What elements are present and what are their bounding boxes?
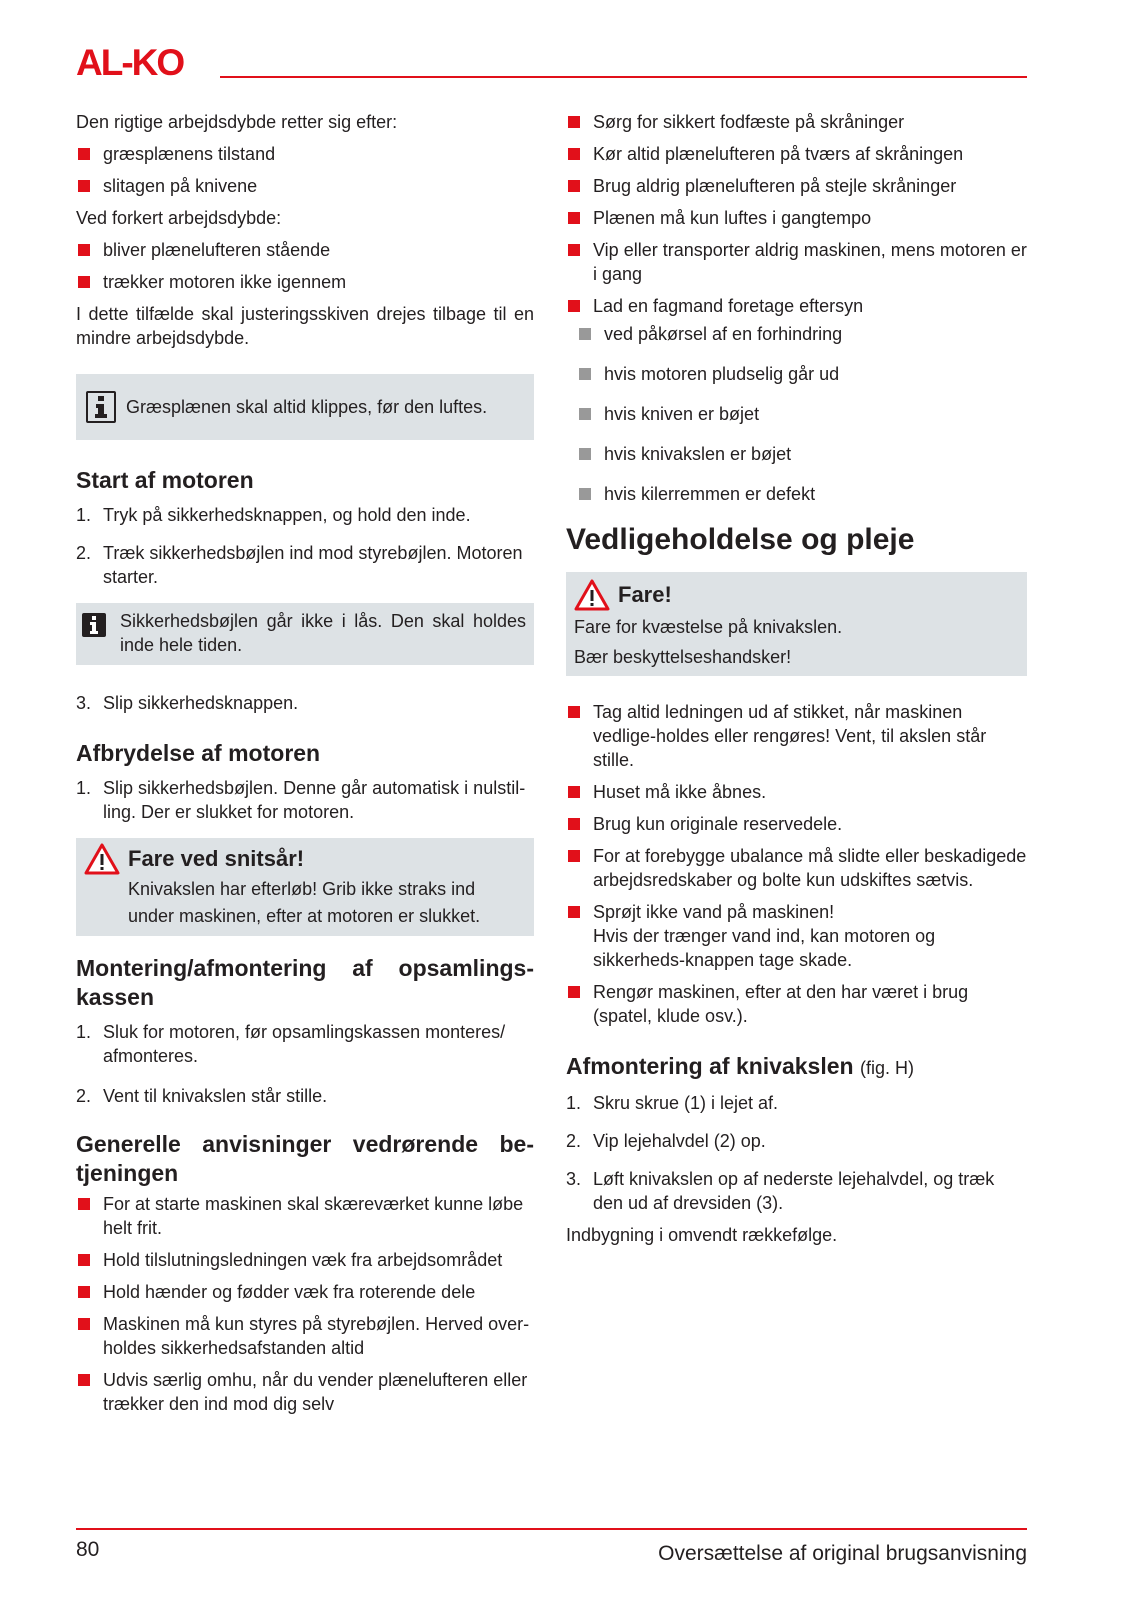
list-item: For at forebygge ubalance må slidte eller beskadigede arbejdsredskaber og bolte kun udskiftes sætvis. <box>566 844 1027 892</box>
inspection-sublist <box>566 322 1027 506</box>
depth-intro: Den rigtige arbejdsdybde retter sig efter: <box>76 112 398 132</box>
footer-rule <box>76 1528 1027 1530</box>
list-item: Huset må ikke åbnes. <box>566 780 1027 804</box>
mow-note-text: Græsplænen skal altid klippes, før den luftes. <box>126 397 488 417</box>
list-item: 2. Vent til knivakslen står stille. <box>76 1086 328 1106</box>
list-item: trækker motoren ikke igennem <box>76 270 534 294</box>
warning-triangle-icon <box>574 579 618 611</box>
depth-factors-list <box>76 142 534 198</box>
shaft-steps <box>566 1091 1027 1215</box>
start-steps-continued <box>76 691 534 715</box>
list-item: 1. Slip sikkerhedsbøjlen. Denne går automatisk i nulstil-ling. Der er slukket for motoren. <box>76 778 526 822</box>
list-item: 2. Træk sikkerhedsbøjlen ind mod styrebøjlen. Motoren starter. <box>76 543 523 587</box>
danger-box <box>566 572 1027 676</box>
list-item: Kør altid plænelufteren på tværs af skråningen <box>566 142 1027 166</box>
danger-header <box>574 578 1019 612</box>
safety-list <box>566 110 1027 506</box>
start-heading: Start af motoren <box>76 467 254 493</box>
list-item: Plænen må kun luftes i gangtempo <box>566 206 1027 230</box>
list-item: græsplænens tilstand <box>76 142 534 166</box>
start-steps <box>76 503 534 589</box>
adjust-text: I dette tilfælde skal justeringsskiven drejes tilbage til en mindre arbejdsdybde. <box>76 304 534 348</box>
list-item: 1. Skru skrue (1) i lejet af. <box>566 1093 779 1113</box>
list-item: Hold hænder og fødder væk fra roterende dele <box>76 1280 534 1304</box>
list-item: 3. Slip sikkerhedsknappen. <box>76 693 299 713</box>
list-item <box>566 900 1027 972</box>
general-list <box>76 1192 534 1416</box>
wrong-depth-label: Ved forkert arbejdsdybde: <box>76 208 282 228</box>
inspection-item: Lad en fagmand foretage eftersyn <box>593 296 864 316</box>
reassembly-text: Indbygning i omvendt rækkefølge. <box>566 1225 838 1245</box>
list-item: Brug aldrig plænelufteren på stejle skråninger <box>566 174 1027 198</box>
list-item: hvis knivakslen er bøjet <box>566 442 1027 466</box>
water-line-2: Hvis der trænger vand ind, kan motoren og sikkerheds-knappen tage skade. <box>593 926 936 970</box>
list-item: bliver plænelufteren stående <box>76 238 534 262</box>
danger-line-1: Fare for kvæstelse på knivakslen. <box>574 617 843 637</box>
list-item: Maskinen må kun styres på styrebøjlen. Herved over-holdes sikkerhedsafstanden altid <box>76 1312 534 1360</box>
list-item: Sørg for sikkert fodfæste på skråninger <box>566 110 1027 134</box>
list-item <box>566 294 1027 506</box>
list-item: ved påkørsel af en forhindring <box>566 322 1027 346</box>
warning-triangle-icon <box>84 843 128 875</box>
danger-title: Fare! <box>618 582 672 607</box>
stop-steps <box>76 776 534 824</box>
list-item: Udvis særlig omhu, når du vender plænelufteren eller trækker den ind mod dig selv <box>76 1368 534 1416</box>
water-line-1: Sprøjt ikke vand på maskinen! <box>593 902 835 922</box>
cut-warning-box <box>76 838 534 936</box>
mow-note-box <box>76 374 534 440</box>
start-note-text: Sikkerhedsbøjlen går ikke i lås. Den skal holdes inde hele tiden. <box>120 611 526 655</box>
general-heading: Generelle anvisninger vedrørende be-tjeningen <box>76 1131 534 1186</box>
list-item: 1. Sluk for motoren, før opsamlingskassen monteres/ afmonteres. <box>76 1022 506 1066</box>
list-item: Tag altid ledningen ud af stikket, når maskinen vedlige-holdes eller rengøres! Vent, til akslen står stille. <box>566 700 1027 772</box>
list-item: Vip eller transporter aldrig maskinen, mens motoren er i gang <box>566 238 1027 286</box>
list-item: 1. Tryk på sikkerhedsknappen, og hold den inde. <box>76 505 471 525</box>
stop-heading: Afbrydelse af motoren <box>76 740 321 766</box>
left-column <box>76 110 534 1424</box>
info-icon <box>82 613 106 637</box>
list-item: 3. Løft knivakslen op af nederste lejehalvdel, og træk den ud af drevsiden (3). <box>566 1169 995 1213</box>
list-item: hvis kilerremmen er defekt <box>566 482 1027 506</box>
alko-logo: AL-KO <box>76 42 184 83</box>
cut-warning-text: Knivakslen har efterløb! Grib ikke straks ind under maskinen, efter at motoren er slukket. <box>128 879 481 926</box>
maintenance-heading: Vedligeholdelse og pleje <box>566 523 915 556</box>
danger-line-2: Bær beskyttelseshandsker! <box>574 647 792 667</box>
maintenance-list <box>566 700 1027 1028</box>
start-note-box <box>76 603 534 665</box>
page-number: 80 <box>76 1538 100 1561</box>
shaft-heading: Afmontering af knivakslen (fig. H) <box>566 1053 914 1079</box>
list-item: Brug kun originale reservedele. <box>566 812 1027 836</box>
list-item: hvis kniven er bøjet <box>566 402 1027 426</box>
list-item: Hold tilslutningsledningen væk fra arbejdsområdet <box>76 1248 534 1272</box>
list-item: 2. Vip lejehalvdel (2) op. <box>566 1131 766 1151</box>
mount-steps <box>76 1020 534 1108</box>
list-item: slitagen på knivene <box>76 174 534 198</box>
cut-warning-title: Fare ved snitsår! <box>128 846 305 871</box>
wrong-depth-list <box>76 238 534 294</box>
right-column <box>566 110 1027 1247</box>
footer-title: Oversættelse af original brugsanvisning <box>658 1542 1027 1565</box>
list-item: For at starte maskinen skal skæreværket kunne løbe helt frit. <box>76 1192 534 1240</box>
list-item: hvis motoren pludselig går ud <box>566 362 1027 386</box>
header-rule <box>220 76 1027 78</box>
info-icon <box>86 391 116 423</box>
figure-reference: (fig. H) <box>859 1058 914 1078</box>
mount-heading: Montering/afmontering af opsamlings-kassen <box>76 955 534 1010</box>
cut-warning-header <box>84 842 526 876</box>
list-item: Rengør maskinen, efter at den har været i brug (spatel, klude osv.). <box>566 980 1027 1028</box>
